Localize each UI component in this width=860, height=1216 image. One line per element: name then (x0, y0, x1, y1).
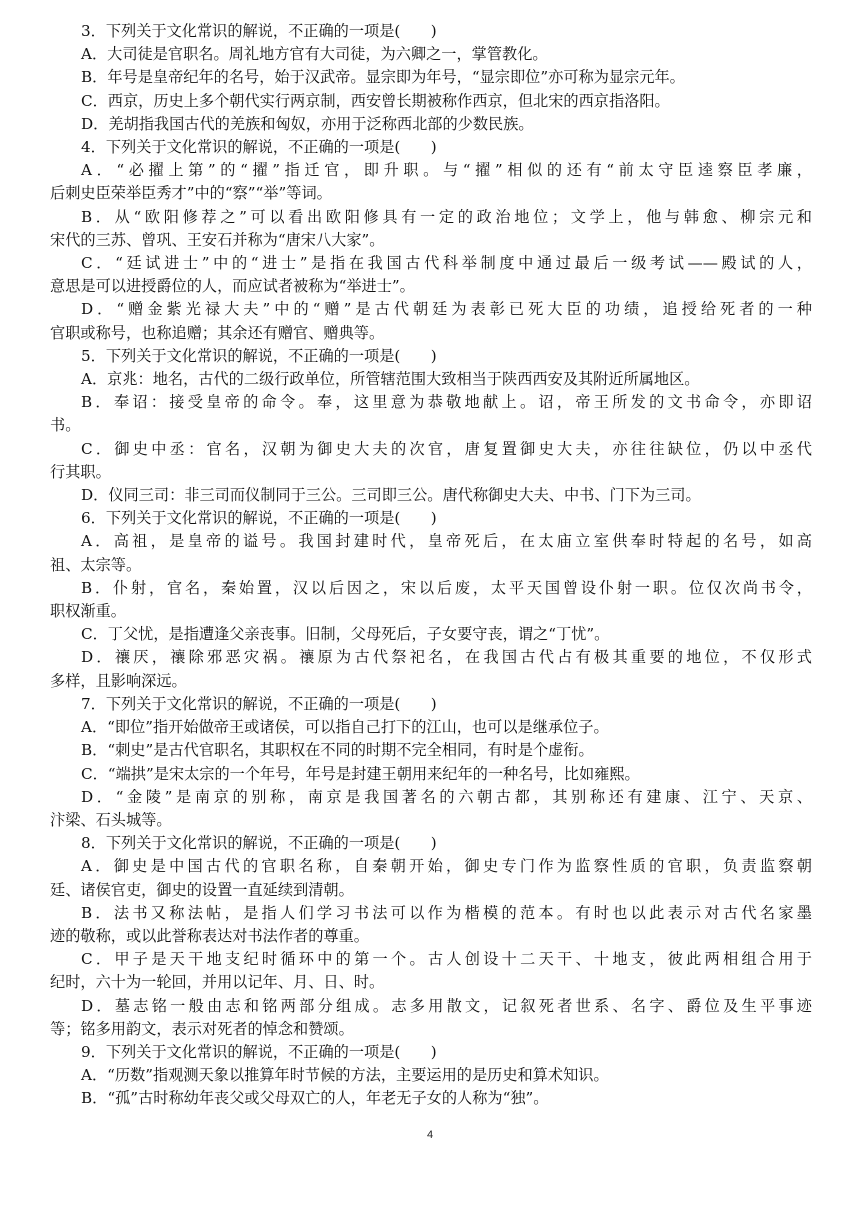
text-line: 9．下列关于文化常识的解说，不正确的一项是( ) (81, 1042, 437, 1061)
text-line: C．“廷试进士”中的“进士”是指在我国古代科举制度中通过最后一级考试——殿试的人， (81, 254, 812, 273)
text-line: C．“端拱”是宋太宗的一个年号，年号是封建王朝用来纪年的一种名号，比如雍熙。 (81, 764, 640, 783)
text-line: D．“金陵”是南京的别称，南京是我国著名的六朝古都，其别称还有建康、江宁、天京、 (81, 787, 812, 806)
document-body (50, 20, 812, 1111)
text-line: 行其职。 (50, 462, 111, 481)
text-line: 官职或称号，也称追赠；其余还有赠官、赠典等。 (50, 323, 385, 342)
text-line: C．西京，历史上多个朝代实行两京制，西安曾长期被称作西京，但北宋的西京指洛阳。 (81, 91, 670, 110)
text-line: D．墓志铭一般由志和铭两部分组成。志多用散文，记叙死者世系、名字、爵位及生平事迹 (81, 996, 812, 1015)
text-line: D．“赠金紫光禄大夫”中的“赠”是古代朝廷为表彰已死大臣的功绩，追授给死者的一种 (81, 300, 812, 319)
text-line: 书。 (50, 416, 81, 435)
text-line: B．年号是皇帝纪年的名号，始于汉武帝。显宗即为年号，“显宗即位”亦可称为显宗元年。 (81, 68, 685, 87)
page-number: 4 (426, 1129, 434, 1141)
text-line: 纪时，六十为一轮回，并用以记年、月、日、时。 (50, 973, 385, 992)
text-line: 宋代的三苏、曾巩、王安石并称为“唐宋八大家”。 (50, 230, 385, 249)
text-line: B．仆射，官名，秦始置，汉以后因之，宋以后废，太平天国曾设仆射一职。位仅次尚书令， (81, 578, 812, 597)
text-line: 迹的敬称，或以此誉称表达对书法作者的尊重。 (50, 926, 369, 945)
text-line: 7．下列关于文化常识的解说，不正确的一项是( ) (81, 694, 437, 713)
text-line: C．甲子是天干地支纪时循环中的第一个。古人创设十二天干、十地支，彼此两相组合用于 (81, 950, 812, 969)
text-line: 多样，且影响深远。 (50, 671, 187, 690)
text-line: A．高祖，是皇帝的谥号。我国封建时代，皇帝死后，在太庙立室供奉时特起的名号，如高 (81, 532, 812, 551)
text-line: 5．下列关于文化常识的解说，不正确的一项是( ) (81, 346, 437, 365)
text-line: B．法书又称法帖，是指人们学习书法可以作为楷模的范本。有时也以此表示对古代名家墨 (81, 903, 812, 922)
text-line: C．御史中丞：官名，汉朝为御史大夫的次官，唐复置御史大夫，亦往往缺位，仍以中丞代 (81, 439, 812, 458)
text-line: 等；铭多用韵文，表示对死者的悼念和赞颂。 (50, 1019, 354, 1038)
text-line: 4．下列关于文化常识的解说，不正确的一项是( ) (81, 138, 437, 157)
text-line: A．“历数”指观测天象以推算年时节候的方法，主要运用的是历史和算术知识。 (81, 1066, 609, 1085)
text-line: D．仪同三司：非三司而仪制同于三公。三司即三公。唐代称御史大夫、中书、门下为三司。 (81, 486, 701, 505)
text-line: B．奉诏：接受皇帝的命令。奉，这里意为恭敬地献上。诏，帝王所发的文书命令，亦即诏 (81, 393, 812, 412)
text-line: A．御史是中国古代的官职名称，自秦朝开始，御史专门作为监察性质的官职，负责监察朝 (81, 857, 812, 876)
text-line: B．“孤”古时称幼年丧父或父母双亡的人，年老无子女的人称为“独”。 (81, 1089, 549, 1108)
text-line: 廷、诸侯官吏，御史的设置一直延续到清朝。 (50, 880, 354, 899)
text-line: D．禳厌，禳除邪恶灾祸。禳原为古代祭祀名，在我国古代占有极其重要的地位，不仅形式 (81, 648, 812, 667)
text-line: A．“必擢上第”的“擢”指迁官，即升职。与“擢”相似的还有“前太守臣逵察臣孝廉， (81, 161, 812, 180)
text-line: 意思是可以进授爵位的人，而应试者被称为“举进士”。 (50, 277, 415, 296)
text-line: 8．下列关于文化常识的解说，不正确的一项是( ) (81, 834, 437, 853)
text-line: B．从“欧阳修荐之”可以看出欧阳修具有一定的政治地位；文学上，他与韩愈、柳宗元和 (81, 207, 812, 226)
text-line: 后刺史臣荣举臣秀才”中的“察”“举”等词。 (50, 184, 332, 203)
text-line: D．羌胡指我国古代的羌族和匈奴，亦用于泛称西北部的少数民族。 (81, 114, 534, 133)
text-line: A．京兆：地名，古代的二级行政单位，所管辖范围大致相当于陕西西安及其附近所属地区。 (81, 370, 700, 389)
text-line: 汴梁、石头城等。 (50, 810, 172, 829)
text-line: 职权渐重。 (50, 602, 126, 621)
text-line: 祖、太宗等。 (50, 555, 142, 574)
text-line: C．丁父忧，是指遭逢父亲丧事。旧制，父母死后，子女要守丧，谓之“丁忧”。 (81, 625, 610, 644)
text-line: A．“即位”指开始做帝王或诸侯，可以指自己打下的江山，也可以是继承位子。 (81, 718, 609, 737)
text-line: 6．下列关于文化常识的解说，不正确的一项是( ) (81, 509, 437, 528)
text-line: A．大司徒是官职名。周礼地方官有大司徒，为六卿之一，掌管教化。 (81, 45, 548, 64)
text-line: B．“刺史”是古代官职名，其职权在不同的时期不完全相同，有时是个虚衔。 (81, 741, 594, 760)
text-line: 3．下列关于文化常识的解说，不正确的一项是( ) (81, 22, 437, 40)
